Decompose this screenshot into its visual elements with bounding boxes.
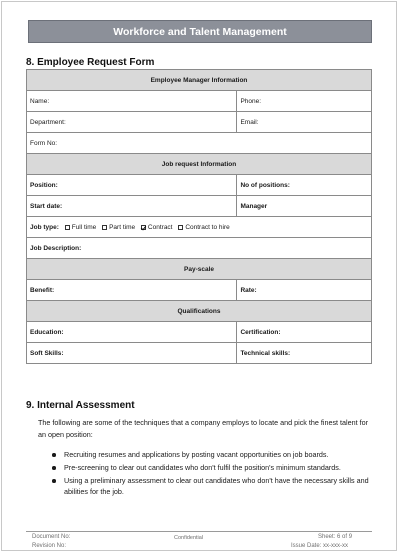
contract-to-hire-checkbox[interactable] (178, 225, 183, 230)
banner-title: Workforce and Talent Management (113, 25, 287, 38)
job-description-field[interactable] (27, 238, 372, 259)
job-request-header: Job request Information (27, 154, 372, 175)
payscale-header-row (27, 259, 372, 280)
phone-label: Phone: (240, 97, 262, 105)
phone-field[interactable] (237, 91, 372, 112)
form-no-label: Form No: (30, 139, 58, 147)
name-phone-row (27, 91, 372, 112)
manager-field[interactable] (237, 196, 372, 217)
soft-skills-label: Soft Skills: (30, 349, 64, 357)
footer-revision-no: Revision No: (32, 543, 67, 549)
name-label: Name: (30, 97, 50, 105)
form-no-field[interactable] (27, 133, 372, 154)
list-item: Using a preliminary assessment to clear out candidates who don't have the necessary skills and abilities for the job. (38, 475, 372, 497)
soft-skills-field[interactable] (27, 343, 237, 364)
list-item: Pre-screening to clear out candidates who don't fulfil the position's minimum standards. (38, 462, 372, 473)
department-field[interactable] (27, 112, 237, 133)
department-email-row (27, 112, 372, 133)
full-time-label: Full time (71, 223, 97, 231)
rate-label: Rate: (240, 286, 257, 294)
start-date-field[interactable] (27, 196, 237, 217)
qualifications-header: Qualifications (27, 301, 372, 322)
job-type-field (27, 217, 372, 238)
document-banner (28, 20, 372, 43)
qualifications-header-row (27, 301, 372, 322)
job-description-label: Job Description: (30, 244, 82, 252)
contract-to-hire-label: Contract to hire (185, 223, 230, 231)
manager-info-header: Employee Manager Information (27, 70, 372, 91)
contract-label: Contract (147, 223, 173, 231)
job-description-row (27, 238, 372, 259)
section-8-heading: 8. Employee Request Form (26, 57, 155, 68)
department-label: Department: (30, 118, 66, 126)
education-row (27, 322, 372, 343)
job-type-label: Job type: (30, 223, 59, 231)
section-9-heading: 9. Internal Assessment (26, 400, 135, 411)
position-label: Position: (30, 181, 58, 189)
start-date-label: Start date: (30, 202, 63, 210)
education-field[interactable] (27, 322, 237, 343)
start-date-row (27, 196, 372, 217)
employee-request-form (26, 69, 372, 364)
rate-field[interactable] (237, 280, 372, 301)
positions-count-label: No of positions: (240, 181, 290, 189)
benefit-label: Benefit: (30, 286, 55, 294)
email-field[interactable] (237, 112, 372, 133)
footer-document-no: Document No: (32, 534, 71, 540)
benefit-field[interactable] (27, 280, 237, 301)
position-field[interactable] (27, 175, 237, 196)
footer-issue-date: Issue Date: xx-xxx-xx (291, 543, 349, 549)
payscale-header: Pay-scale (27, 259, 372, 280)
position-row (27, 175, 372, 196)
assessment-bullets (38, 449, 372, 499)
manager-label: Manager (240, 202, 268, 210)
certification-field[interactable] (237, 322, 372, 343)
technical-skills-field[interactable] (237, 343, 372, 364)
job-type-row (27, 217, 372, 238)
manager-info-header-row (27, 70, 372, 91)
list-item: Recruiting resumes and applications by posting vacant opportunities on job boards. (38, 449, 372, 460)
name-field[interactable] (27, 91, 237, 112)
education-label: Education: (30, 328, 64, 336)
full-time-checkbox[interactable] (65, 225, 70, 230)
benefit-rate-row (27, 280, 372, 301)
certification-label: Certification: (240, 328, 281, 336)
technical-skills-label: Technical skills: (240, 349, 291, 357)
footer-divider (26, 531, 372, 532)
email-label: Email: (240, 118, 259, 126)
assessment-intro: The following are some of the techniques that a company employs to locate and pick the finest talent for an open position: (38, 418, 369, 439)
footer-sheet: Sheet: 6 of 9 (318, 534, 353, 540)
job-request-header-row (27, 154, 372, 175)
skills-row (27, 343, 372, 364)
positions-count-field[interactable] (237, 175, 372, 196)
part-time-checkbox[interactable] (102, 225, 107, 230)
contract-checkbox[interactable] (141, 225, 146, 230)
footer-confidential: Confidential (174, 535, 204, 541)
form-no-row (27, 133, 372, 154)
part-time-label: Part time (109, 223, 136, 231)
